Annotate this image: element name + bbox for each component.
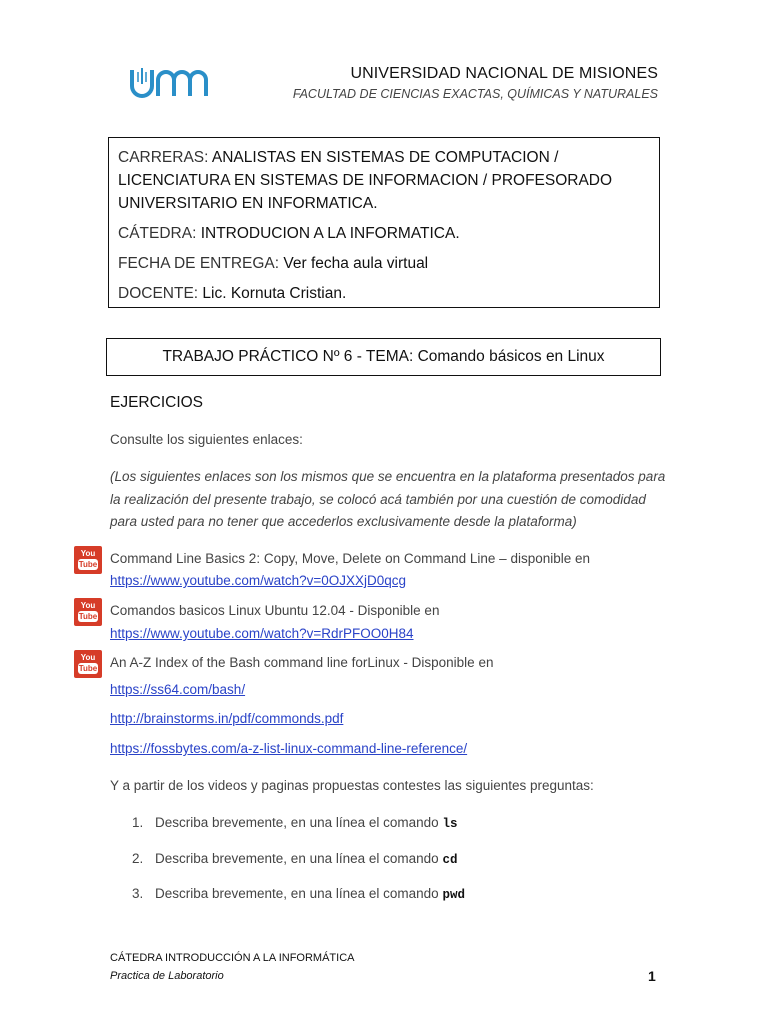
resource-link[interactable]: https://www.youtube.com/watch?v=RdrPFOO0H84 <box>110 626 414 641</box>
question-text: Describa brevemente, en una línea el comando <box>155 851 443 866</box>
question-text: Describa brevemente, en una línea el comando <box>155 815 443 830</box>
docente-line <box>118 282 650 305</box>
course-info-box <box>108 137 660 308</box>
footer-subtitle: Practica de Laboratorio <box>110 970 224 982</box>
catedra-label: CÁTEDRA: <box>118 225 197 242</box>
fecha-line <box>118 252 650 275</box>
note-line: para usted para no tener que accederlos exclusivamente desde la plataforma) <box>110 514 577 529</box>
list-item <box>132 815 457 831</box>
intro-text: Consulte los siguientes enlaces: <box>110 432 303 447</box>
resource-link[interactable]: http://brainstorms.in/pdf/commonds.pdf <box>110 711 344 726</box>
resource-link[interactable]: https://fossbytes.com/a-z-list-linux-command-line-reference/ <box>110 741 468 756</box>
resource-link[interactable]: https://www.youtube.com/watch?v=0OJXXjD0qcg <box>110 573 407 588</box>
question-text: Describa brevemente, en una línea el comando <box>155 886 443 901</box>
page-number: 1 <box>648 968 656 984</box>
fecha-value: Ver fecha aula virtual <box>283 255 429 272</box>
note-line: la realización del presente trabajo, se colocó acá también por una cuestión de comodidad <box>110 491 646 507</box>
university-logo-icon <box>128 64 210 100</box>
carreras-line-3: UNIVERSITARIO EN INFORMATICA. <box>118 195 378 212</box>
resource-link[interactable]: https://ss64.com/bash/ <box>110 682 246 697</box>
questions-intro: Y a partir de los videos y paginas propuestas contestes las siguientes preguntas: <box>110 778 594 793</box>
docente-label: DOCENTE: <box>118 285 199 302</box>
command-name: cd <box>442 853 458 867</box>
assignment-title: TRABAJO PRÁCTICO Nº 6 - TEMA: Comando básicos en Linux <box>106 338 661 376</box>
list-number: 3. <box>132 886 144 901</box>
youtube-icon[interactable]: You Tube <box>74 650 102 678</box>
youtube-icon[interactable]: You Tube <box>74 546 102 574</box>
university-name: UNIVERSIDAD NACIONAL DE MISIONES <box>350 65 658 82</box>
catedra-line <box>118 222 650 245</box>
carreras-value: ANALISTAS EN SISTEMAS DE COMPUTACION / <box>211 149 559 166</box>
youtube-icon[interactable]: You Tube <box>74 598 102 626</box>
list-item <box>132 851 457 867</box>
list-item <box>132 886 465 902</box>
command-name: ls <box>442 817 458 831</box>
faculty-name: FACULTAD DE CIENCIAS EXACTAS, QUÍMICAS Y NATURALES <box>292 87 658 101</box>
docente-value: Lic. Kornuta Cristian. <box>202 285 347 302</box>
resource-text: Command Line Basics 2: Copy, Move, Delete on Command Line – disponible en <box>110 551 591 566</box>
list-number: 1. <box>132 815 144 830</box>
note-line: (Los siguientes enlaces son los mismos que se encuentra en la plataforma presentados para <box>110 469 666 484</box>
fecha-label: FECHA DE ENTREGA: <box>118 255 280 272</box>
resource-text: Comandos basicos Linux Ubuntu 12.04 - Disponible en <box>110 603 440 618</box>
catedra-value: INTRODUCION A LA INFORMATICA. <box>200 225 460 242</box>
resource-text: An A-Z Index of the Bash command line forLinux - Disponible en <box>110 655 494 670</box>
footer-course: CÁTEDRA INTRODUCCIÓN A LA INFORMÁTICA <box>110 952 355 964</box>
carreras-label: CARRERAS: <box>118 149 209 166</box>
carreras-line-2: LICENCIATURA EN SISTEMAS DE INFORMACION / PROFESORADO <box>118 172 613 189</box>
carreras-line-1 <box>118 146 650 169</box>
note-paragraph <box>110 466 710 534</box>
section-heading: EJERCICIOS <box>110 394 204 411</box>
command-name: pwd <box>442 888 465 902</box>
list-number: 2. <box>132 851 144 866</box>
